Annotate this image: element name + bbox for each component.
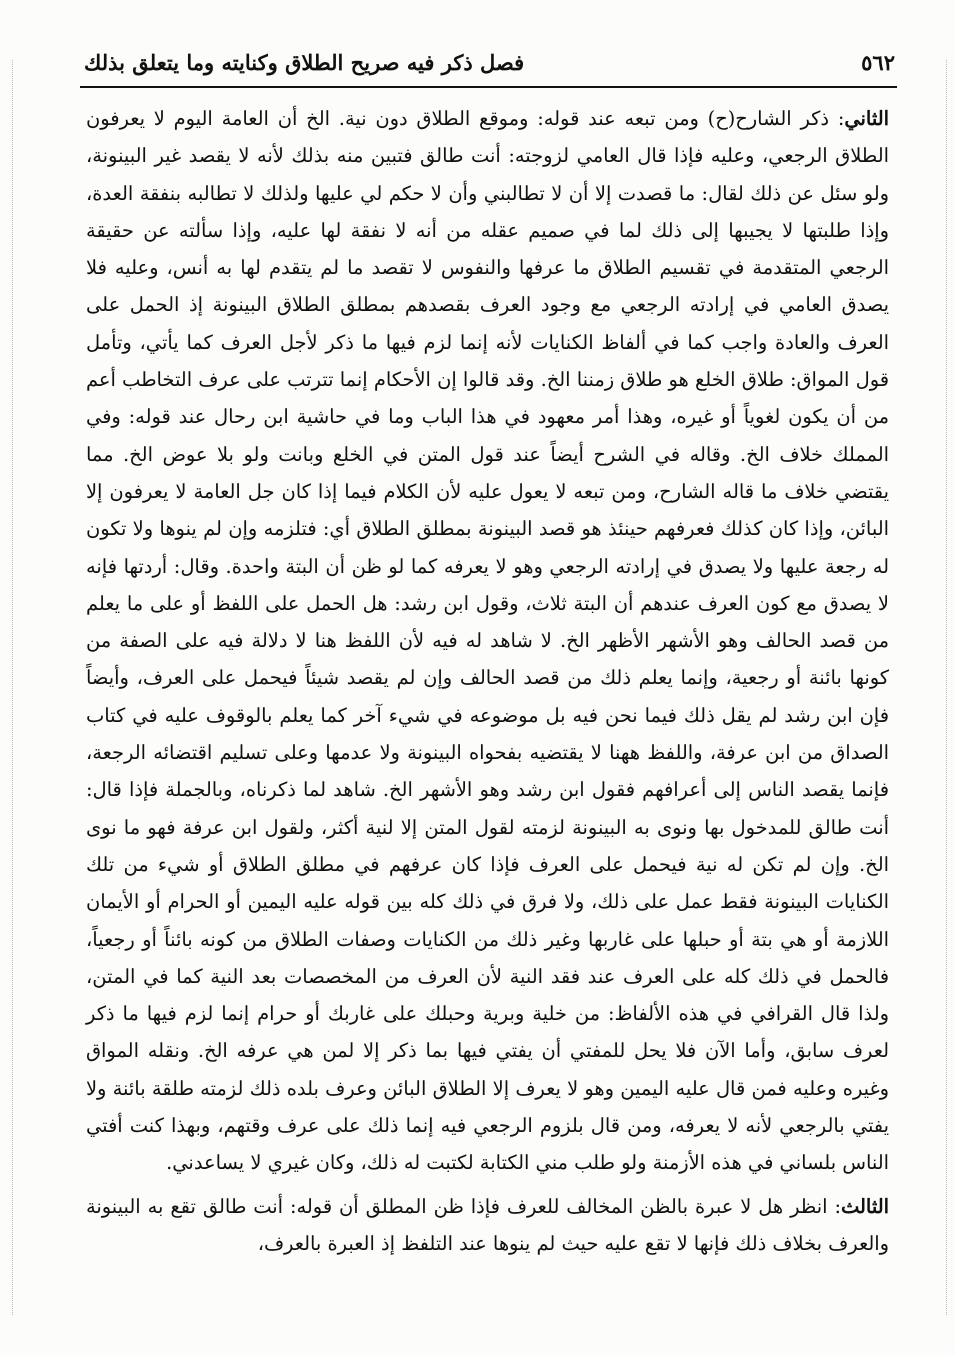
page-edge-left: [12, 60, 13, 1315]
paragraph-body: : ذكر الشارح(ح) ومن تبعه عند قوله: وموقع الطلاق دون نية. الخ أن العامة اليوم لا يعرفون الطلاق الرجعي، وعليه فإذا قال العامي لزوجته: أنت طالق فتبين منه بذلك لأنه لا يقصد غير البينونة، ولو سئل عن ذلك لقال: ما قصدت إلا أن لا تطالبني وأن لا حكم لي عليها ولذلك لا تطالبه بنفقة العدة، وإذا طلبتها لا يجيبها إلى ذلك لما في صميم عقله من أنه لا نفقة لها عليه، وإذا سألته عن حقيقة الرجعي المتقدمة في تقسيم الطلاق ما عرفها والنفوس لا تقصد ما لم يتقدم لها به أنس، وعليه فلا يصدق العامي في إرادته الرجعي مع وجود العرف بقصدهم بمطلق الطلاق البينونة إذ الحمل على العرف والعادة واجب كما في ألفاظ الكنايات لأنه إنما لزم فيها ما ذكر لأجل العرف كما يأتي، وتأمل قول المواق: طلاق الخلع هو طلاق زمننا الخ. وقد قالوا إن الأحكام إنما تترتب على عرف التخاطب أعم من أن يكون لغوياً أو غيره، وهذا أمر معهود في هذا الباب وما في حاشية ابن رحال عند قوله: وفي المملك خلاف الخ. وقاله في الشرح أيضاً عند قول المتن في الخلع وبانت ولو بلا عوض الخ. مما يقتضي خلاف ما قاله الشارح، ومن تبعه لا يعول عليه لأن الكلام فيما إذا كان جل العامة لا يعرفون إلا البائن، وإذا كان كذلك فعرفهم حينئذ هو قصد البينونة بمطلق الطلاق أي: فتلزمه وإن لم ينوها ولا تكون له رجعة عليها ولا يصدق في إرادته الرجعي وهو لا يعرفه كما لو ظن أن البتة واحدة. وقال: أردتها فإنه لا يصدق مع كون العرف عندهم أن البتة ثلاث، وقول ابن رشد: هل الحمل على اللفظ أو على ما يعلم من قصد الحالف وهو الأشهر الأظهر الخ. لا شاهد له فيه لأن اللفظ هنا لا دلالة فيه على الصفة من كونها بائنة أو رجعية، وإنما يعلم ذلك من قصد الحالف وإن لم يقصد شيئاً فيحمل على العرف، وأيضاً فإن ابن رشد لم يقل ذلك فيما نحن فيه بل موضوعه في شيء آخر كما يعلم بالوقوف عليه في كتاب الصداق من ابن عرفة، واللفظ ههنا لا يقتضيه بفحواه البينونة ولا عدمها وعلى تسليم اقتضائه الرجعة، فإنما يقصد الناس إلى أعرافهم فقول ابن رشد وهو الأشهر الخ. شاهد لما ذكرناه، وبالجملة فإذا قال: أنت طالق للمدخول بها ونوى به البينونة لزمته لقول المتن إلا لنية أكثر، ولقول ابن عرفة فهو ما نوى الخ. وإن لم تكن له نية فيحمل على العرف فإذا كان عرفهم في مطلق الطلاق أو شيء من تلك الكنايات البينونة فقط عمل على ذلك، ولا فرق في ذلك كله بين قوله عليه اليمين أو الحرام أو الأيمان اللازمة أو هي بتة أو حبلها على غاربها وغير ذلك من الكنايات وصفات الطلاق من كونه بائناً أو رجعياً، فالحمل في ذلك كله على العرف عند فقد النية لأن العرف من المخصصات بعد النية كما في المتن، ولذا قال القرافي في هذه الألفاظ: من خلية وبرية وحبلك على غاربك أو حرام إنما لزم فيها ما ذكر لعرف سابق، وأما الآن فلا يحل للمفتي أن يفتي فيها بما ذكر إلا لمن هي عرفه الخ. ونقله المواق وغيره وعليه فمن قال عليه اليمين وهو لا يعرف إلا الطلاق البائن وعرف بلده ذلك لزمته طلقة بائنة ولا يفتي بالرجعي لأنه لا يعرفه، ومن قال بلزوم الرجعي فيه إنما ذلك على عرف وقتهم، وبهذا كنت أفتي الناس بلساني في هذه الأزمنة ولو طلب مني الكتابة لكتبت له ذلك، وكان غيري لا يساعدني.: [86, 107, 889, 1175]
paragraph-lead: الثاني: [844, 107, 889, 130]
paragraph-second: [86, 100, 889, 1182]
paragraph-third: [86, 1188, 889, 1263]
page-edge-right: [946, 60, 947, 1315]
paragraph-lead: الثالث: [840, 1194, 889, 1218]
paragraph-body: : انظر هل لا عبرة بالظن المخالف للعرف فإذا ظن المطلق أن قوله: أنت طالق تقع به البينونة والعرف بخلاف ذلك فإنها لا تقع عليه حيث لم ينوها عند التلفظ إذ العبرة بالعرف،: [86, 1194, 889, 1255]
running-title: فصل ذكر فيه صريح الطلاق وكنايته وما يتعلق بذلك: [84, 49, 525, 75]
header-divider: [80, 86, 897, 88]
page-header: [84, 42, 895, 82]
main-text: [86, 100, 889, 1315]
page-number: ٥٦٢: [861, 49, 895, 75]
